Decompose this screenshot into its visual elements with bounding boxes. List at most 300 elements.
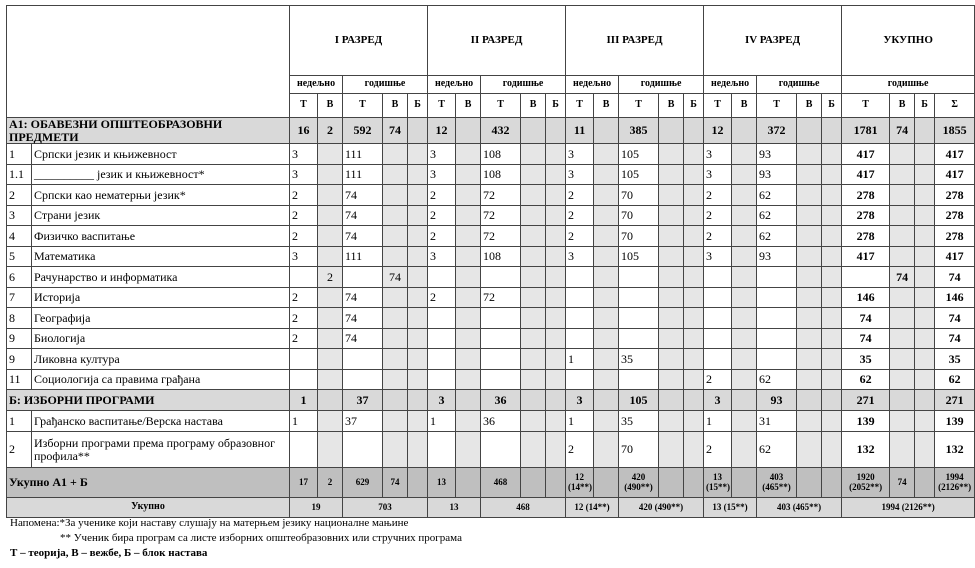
cell-g1 [383,411,408,432]
cell-total: 74 [890,468,915,498]
cell-g3: 70 [619,185,659,206]
cell-total: 278 [842,226,890,247]
cell-total [890,349,915,370]
cell-total: 1920 (2052**) [842,468,890,498]
cell-g2 [456,411,481,432]
subject-number: 1.1 [7,164,32,185]
cell-g3: 12 (14**) [566,468,594,498]
cell-g2 [428,308,456,329]
cell-g1 [290,432,318,468]
cell-g4 [704,349,732,370]
cell-g3: 70 [619,432,659,468]
cell-g3 [594,468,619,498]
section-b-row [7,390,975,411]
cell-g3 [594,432,619,468]
subject-number: 9 [7,328,32,349]
cell-g2 [456,226,481,247]
cell-g1 [318,369,343,390]
cell-g3: 3 [566,164,594,185]
subject-name: Географија [32,308,290,329]
cell-g3 [619,328,659,349]
cell-total: 62 [935,369,975,390]
cell-g2 [521,369,546,390]
cell-total [915,267,935,288]
cell-g2: 108 [481,144,521,165]
cell-g2 [521,118,546,144]
cell-total: 271 [842,390,890,411]
cell-g3 [659,226,684,247]
cell-g2 [481,308,521,329]
cell-g3 [619,308,659,329]
header-grade-1: I РАЗРЕД [290,6,428,76]
subject-name: Ликовна култура [32,349,290,370]
cell-g1 [408,468,428,498]
cell-g2: 1 [428,411,456,432]
cell-g3: 1 [566,349,594,370]
cell-g4 [732,432,757,468]
section-b-title: Б: ИЗБОРНИ ПРОГРАМИ [7,390,290,411]
cell-g4 [822,267,842,288]
cell-g4 [732,226,757,247]
elective-number: 1 [7,411,32,432]
cell-total: 417 [935,246,975,267]
cell-g4 [732,287,757,308]
cell-g2 [546,349,566,370]
cell-g4 [704,308,732,329]
cell-g1 [383,349,408,370]
cell-total [915,205,935,226]
cell-g4 [757,328,797,349]
cell-g3 [594,226,619,247]
cell-g1 [408,308,428,329]
cell-g4: 2 [704,369,732,390]
cell-g2: 13 [428,468,456,498]
subject-number: 11 [7,369,32,390]
cell-total [915,411,935,432]
grand-weekly-g4: 13 (15**) [704,498,757,518]
cell-total: 278 [935,205,975,226]
cell-g2: 72 [481,205,521,226]
cell-g1 [408,369,428,390]
header-type-t: Т [290,94,318,118]
cell-g4: 372 [757,118,797,144]
cell-g1 [408,226,428,247]
cell-g3: 105 [619,164,659,185]
cell-g3 [684,432,704,468]
subject-name: Рачунарство и информатика [32,267,290,288]
cell-g2 [521,164,546,185]
cell-total [890,308,915,329]
cell-g2: 2 [428,205,456,226]
header-type-v: В [521,94,546,118]
cell-g2 [456,349,481,370]
cell-g3 [659,369,684,390]
cell-g3 [566,308,594,329]
cell-g1: 111 [343,246,383,267]
cell-total [915,164,935,185]
cell-g1: 2 [290,328,318,349]
cell-g1 [383,226,408,247]
header-type-t: Т [481,94,521,118]
cell-g4: 12 [704,118,732,144]
cell-g1 [408,246,428,267]
cell-g4 [732,468,757,498]
cell-g1 [318,308,343,329]
cell-g3 [684,468,704,498]
cell-g2 [521,308,546,329]
cell-g4 [797,267,822,288]
cell-g4: 93 [757,390,797,411]
cell-g3 [684,411,704,432]
cell-total: 417 [842,246,890,267]
cell-g1 [343,432,383,468]
cell-g1 [318,328,343,349]
cell-total: 62 [842,369,890,390]
cell-g3: 70 [619,205,659,226]
cell-total [890,164,915,185]
cell-g4 [732,246,757,267]
cell-g2: 2 [428,226,456,247]
cell-total: 132 [935,432,975,468]
cell-g2: 12 [428,118,456,144]
cell-g3 [684,164,704,185]
cell-total [890,390,915,411]
cell-g3 [566,287,594,308]
cell-total [915,226,935,247]
cell-g4 [822,328,842,349]
cell-g4 [822,390,842,411]
cell-total: 74 [842,308,890,329]
cell-total [915,185,935,206]
cell-total: 278 [842,205,890,226]
cell-g4 [757,308,797,329]
subject-row [7,246,975,267]
cell-g1 [408,432,428,468]
cell-g3 [594,369,619,390]
cell-g1: 2 [290,226,318,247]
cell-g1 [318,246,343,267]
cell-total [915,369,935,390]
cell-g3 [659,164,684,185]
cell-total [890,226,915,247]
cell-g4 [704,267,732,288]
cell-g2: 36 [481,390,521,411]
cell-g2: 3 [428,390,456,411]
cell-g1: 3 [290,144,318,165]
cell-total [915,246,935,267]
cell-total: 74 [935,267,975,288]
cell-g3: 105 [619,144,659,165]
cell-g4: 3 [704,246,732,267]
cell-g1: 592 [343,118,383,144]
cell-g1: 37 [343,411,383,432]
subject-number: 6 [7,267,32,288]
header-type-v: В [456,94,481,118]
header-type-sigma: Σ [935,94,975,118]
subject-row [7,226,975,247]
header-type-b: Б [546,94,566,118]
cell-g4 [797,287,822,308]
subject-number: 5 [7,246,32,267]
cell-g2 [546,185,566,206]
cell-g1 [408,328,428,349]
cell-g2: 3 [428,144,456,165]
note-legend: Т – теорија, В – вежбе, Б – блок настава [10,547,208,559]
cell-g4: 62 [757,226,797,247]
cell-g3: 385 [619,118,659,144]
cell-g2: 3 [428,164,456,185]
cell-g2 [456,118,481,144]
header-type-t: Т [842,94,890,118]
cell-g2 [521,349,546,370]
cell-total [890,328,915,349]
cell-g2 [456,144,481,165]
cell-g4 [732,185,757,206]
cell-g1: 74 [343,226,383,247]
subject-row [7,369,975,390]
cell-g3 [659,118,684,144]
cell-total [890,246,915,267]
header-type-v: В [890,94,915,118]
cell-g4: 3 [704,390,732,411]
subject-name: Српски као нематерњи језик* [32,185,290,206]
cell-g2 [521,185,546,206]
cell-total: 74 [890,267,915,288]
cell-g2 [428,432,456,468]
header-weekly: недељно [428,76,481,94]
cell-g4 [822,432,842,468]
grand-weekly-g1: 19 [290,498,343,518]
cell-g4 [732,118,757,144]
header-total: УКУПНО [842,6,975,76]
cell-total: 1855 [935,118,975,144]
cell-g3 [659,267,684,288]
cell-g4 [732,308,757,329]
notes [10,516,462,561]
cell-g4 [757,267,797,288]
cell-g4: 3 [704,144,732,165]
cell-total: 139 [842,411,890,432]
cell-g3 [659,205,684,226]
cell-g2 [521,432,546,468]
cell-g3 [684,144,704,165]
cell-g2: 72 [481,185,521,206]
cell-total: 278 [935,185,975,206]
header-corner [7,6,290,118]
cell-g2 [546,226,566,247]
cell-g3 [594,185,619,206]
header-type-t: Т [566,94,594,118]
cell-total: 146 [935,287,975,308]
cell-g3 [594,349,619,370]
cell-g4: 62 [757,185,797,206]
cell-g1 [383,432,408,468]
cell-g2 [456,432,481,468]
subject-name: Физичко васпитање [32,226,290,247]
cell-g1 [290,369,318,390]
cell-g1: 3 [290,246,318,267]
cell-total: 271 [935,390,975,411]
header-type-v: В [732,94,757,118]
cell-g1 [408,164,428,185]
header-weekly: недељно [566,76,619,94]
cell-g1 [318,411,343,432]
cell-g2 [456,267,481,288]
cell-g3 [659,432,684,468]
cell-g1 [408,118,428,144]
header-type-v: В [594,94,619,118]
cell-g3 [594,267,619,288]
cell-g1 [408,390,428,411]
cell-g1 [408,185,428,206]
cell-g1: 2 [290,185,318,206]
subject-number: 7 [7,287,32,308]
cell-g3 [659,390,684,411]
header-type-t: Т [757,94,797,118]
cell-g4: 62 [757,205,797,226]
cell-g4 [822,468,842,498]
grand-yearly-g2: 468 [481,498,566,518]
section-a-row [7,118,975,144]
cell-g4 [732,205,757,226]
header-grade-3: III РАЗРЕД [566,6,704,76]
header-total-yearly: годишње [842,76,975,94]
cell-g3 [594,308,619,329]
cell-g2 [456,328,481,349]
cell-g1: 3 [290,164,318,185]
subject-row [7,308,975,329]
cell-g2 [428,328,456,349]
cell-total [915,468,935,498]
cell-g3: 2 [566,185,594,206]
subject-number: 2 [7,185,32,206]
cell-g3: 11 [566,118,594,144]
cell-g2 [481,328,521,349]
cell-g3: 2 [566,205,594,226]
subject-name: Српски језик и књижевност [32,144,290,165]
cell-g4 [822,411,842,432]
header-grade-4: IV РАЗРЕД [704,6,842,76]
cell-g4 [822,369,842,390]
cell-g3: 35 [619,349,659,370]
cell-g1 [383,308,408,329]
section-a-title: А1: ОБАВЕЗНИ ОПШТЕОБРАЗОВНИ ПРЕДМЕТИ [7,118,290,144]
cell-g2 [546,468,566,498]
cell-g2 [456,164,481,185]
header-type-v: В [318,94,343,118]
cell-g4: 13 (15**) [704,468,732,498]
cell-total: 1781 [842,118,890,144]
cell-g1 [383,164,408,185]
cell-g1 [318,144,343,165]
cell-total: 35 [842,349,890,370]
cell-g4 [797,164,822,185]
cell-g4 [732,328,757,349]
header-type-b: Б [684,94,704,118]
subject-name: Страни језик [32,205,290,226]
cell-g4 [797,432,822,468]
cell-g1 [383,144,408,165]
cell-g1 [383,328,408,349]
elective-row [7,432,975,468]
cell-g3 [619,287,659,308]
cell-total: 74 [842,328,890,349]
cell-g1 [343,349,383,370]
cell-g3 [594,164,619,185]
cell-g4 [822,226,842,247]
header-type-v: В [797,94,822,118]
cell-g2 [546,390,566,411]
cell-g4 [757,349,797,370]
cell-g2 [456,205,481,226]
grand-yearly-g3: 420 (490**) [619,498,704,518]
subject-number: 8 [7,308,32,329]
cell-total [915,287,935,308]
subject-name: Социологија са правима грађана [32,369,290,390]
cell-g2 [456,369,481,390]
header-type-t: Т [428,94,456,118]
subject-name: Биологија [32,328,290,349]
cell-g2: 2 [428,185,456,206]
cell-g3: 35 [619,411,659,432]
header-weekly: недељно [704,76,757,94]
cell-g3 [594,411,619,432]
elective-name: Изборни програми према програму образовног профила** [32,432,290,468]
cell-g4: 93 [757,246,797,267]
cell-g1: 37 [343,390,383,411]
cell-total: 417 [935,144,975,165]
header-type-v: В [383,94,408,118]
cell-g2: 36 [481,411,521,432]
cell-total [890,185,915,206]
grand-weekly-g2: 13 [428,498,481,518]
cell-g3 [684,328,704,349]
cell-g4: 2 [704,226,732,247]
cell-g1 [318,287,343,308]
cell-g1 [408,349,428,370]
cell-g4 [822,308,842,329]
cell-g4: 62 [757,432,797,468]
cell-g2 [546,287,566,308]
cell-g2 [521,287,546,308]
total-a1-b-label: Укупно А1 + Б [7,468,290,498]
cell-g4: 1 [704,411,732,432]
cell-g4 [732,164,757,185]
cell-g2 [481,349,521,370]
cell-g3 [684,390,704,411]
cell-g4: 93 [757,144,797,165]
header-type-b: Б [915,94,935,118]
cell-g3: 105 [619,390,659,411]
cell-g4 [732,144,757,165]
cell-g4 [704,328,732,349]
cell-g2 [546,369,566,390]
cell-g1 [343,267,383,288]
cell-g3 [684,118,704,144]
cell-total [915,118,935,144]
cell-g3: 70 [619,226,659,247]
cell-g2 [546,164,566,185]
cell-g1 [383,246,408,267]
cell-g1 [343,369,383,390]
curriculum-table [6,5,975,518]
cell-total: 417 [842,164,890,185]
cell-total [890,287,915,308]
cell-g2 [456,185,481,206]
subject-row [7,205,975,226]
cell-g3 [659,328,684,349]
cell-g1 [408,411,428,432]
